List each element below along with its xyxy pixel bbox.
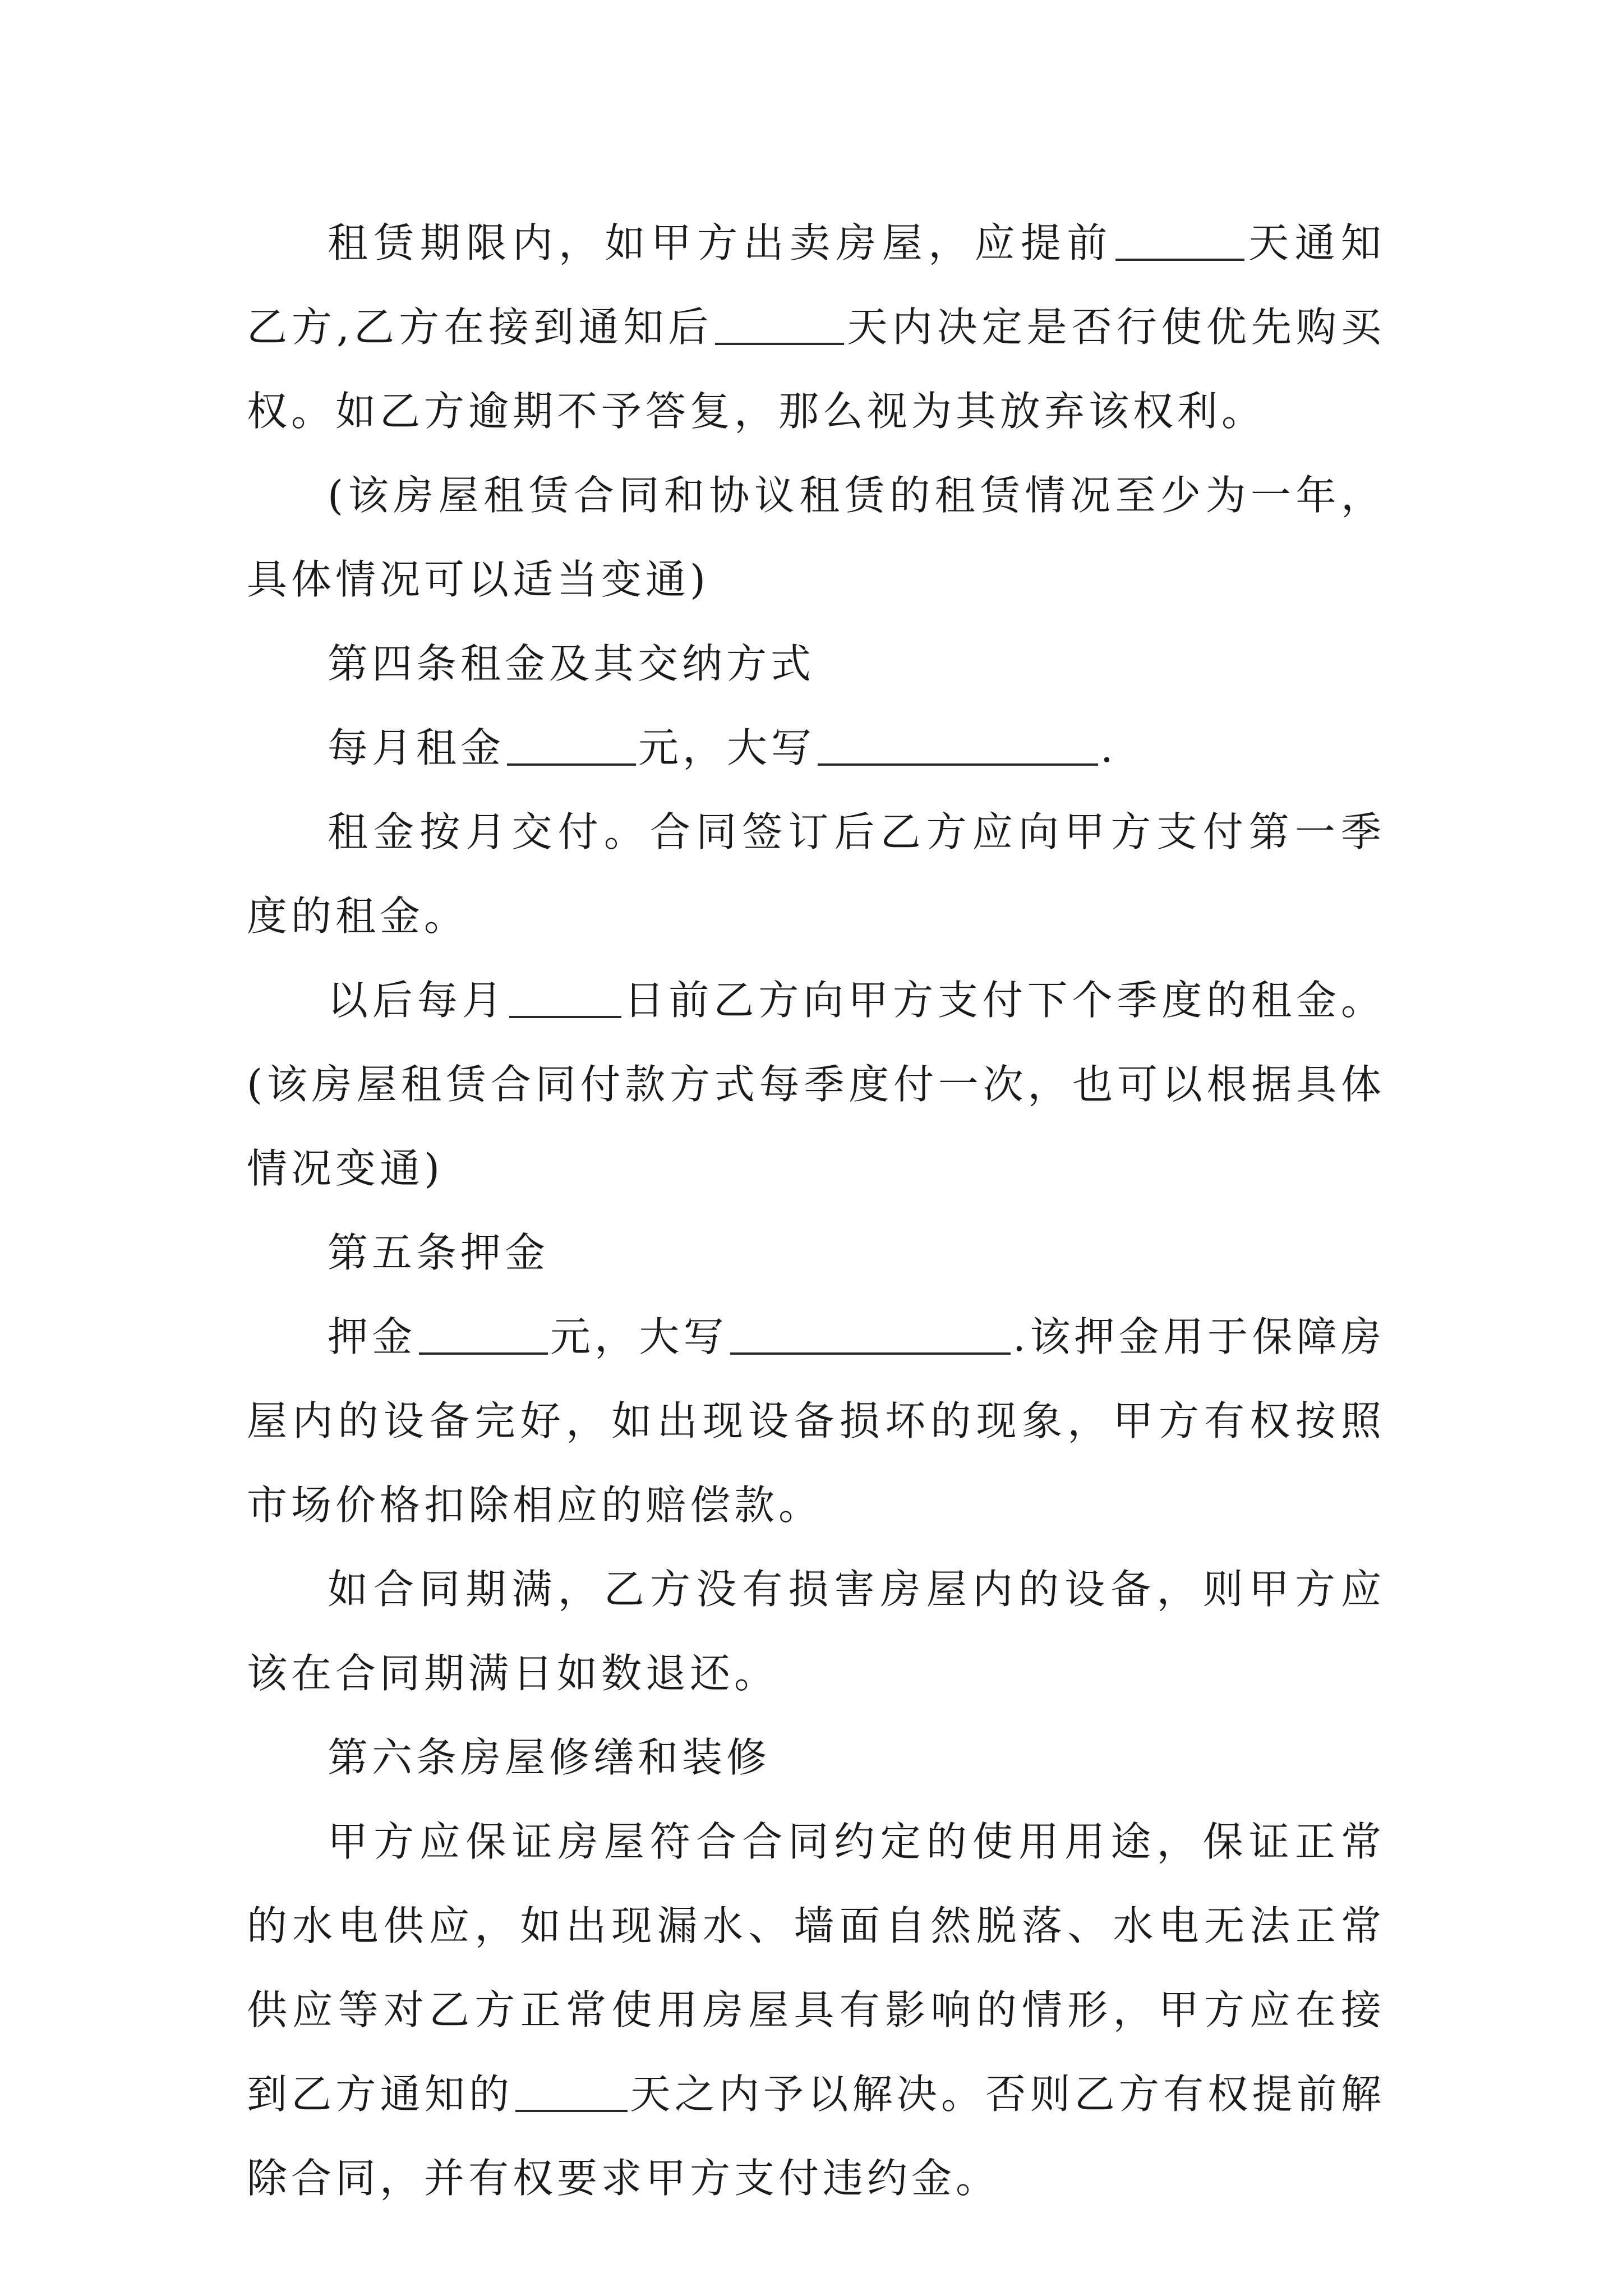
paragraph-text: 以后每月 xyxy=(328,977,507,1024)
paragraph-text: 押金 xyxy=(328,1313,417,1360)
paragraph-text: . xyxy=(1100,724,1117,771)
paragraph-repairs xyxy=(247,1800,1385,2220)
section-heading-article-4: 第四条租金及其交纳方式 xyxy=(328,640,815,687)
document-body xyxy=(247,201,1385,2220)
fill-blank-deposit-amount-words[interactable] xyxy=(730,1312,1011,1355)
fill-blank-rent-amount[interactable] xyxy=(507,723,636,766)
paragraph-text: 甲方应保证房屋符合合同约定的使用用途，保证正常的水电供应，如出现漏水、墙面自然脱落、水电无法正常供应等对乙方正常使用房屋具有影响的情形，甲方应在接到乙方通知的 xyxy=(247,1818,1385,2118)
fill-blank-notice-days[interactable] xyxy=(1115,218,1244,261)
paragraph-deposit-return: 如合同期满，乙方没有损害房屋内的设备，则甲方应该在合同期满日如数退还。 xyxy=(247,1566,1385,1697)
paragraph-deposit xyxy=(247,1295,1385,1547)
fill-blank-payment-day[interactable] xyxy=(509,976,621,1018)
paragraph-text: 元，大写 xyxy=(638,724,816,771)
section-heading-article-6: 第六条房屋修缮和装修 xyxy=(328,1734,771,1781)
paragraph-text: 元，大写 xyxy=(550,1313,728,1360)
paragraph-payment-schedule xyxy=(247,958,1385,1211)
fill-blank-repair-days[interactable] xyxy=(515,2069,628,2112)
fill-blank-deposit-amount[interactable] xyxy=(419,1312,548,1355)
paragraph-lease-note: (该房屋租赁合同和协议租赁的租赁情况至少为一年，具体情况可以适当变通) xyxy=(247,472,1385,603)
paragraph-rent-payment: 租金按月交付。合同签订后乙方应向甲方支付第一季度的租金。 xyxy=(247,808,1385,940)
paragraph-text: 天之内予以解决。否则乙方有权提前解除合同，并有权要求甲方支付违约金。 xyxy=(247,2070,1385,2202)
paragraph-text: 天通知乙方,乙方在接到通知后 xyxy=(247,219,1385,351)
paragraph-text: 每月租金 xyxy=(328,724,505,771)
paragraph-text: 租赁期限内，如甲方出卖房屋，应提前 xyxy=(328,219,1113,266)
paragraph-text: 天内决定是否行使优先购买权。如乙方逾期不予答复，那么视为其放弃该权利。 xyxy=(247,303,1385,435)
paragraph-monthly-rent xyxy=(247,706,1385,790)
paragraph-text: .该押金用于保障房屋内的设备完好，如出现设备损坏的现象，甲方有权按照市场价格扣除相应的赔偿款。 xyxy=(247,1313,1385,1529)
section-heading-article-5: 第五条押金 xyxy=(328,1229,550,1276)
paragraph-text: 日前乙方向甲方支付下个季度的租金。(该房屋租赁合同付款方式每季度付一次，也可以根据具体情况变通) xyxy=(247,977,1385,1192)
fill-blank-decision-days[interactable] xyxy=(715,302,844,345)
paragraph-priority-purchase xyxy=(247,201,1385,453)
fill-blank-rent-amount-words[interactable] xyxy=(818,723,1098,766)
